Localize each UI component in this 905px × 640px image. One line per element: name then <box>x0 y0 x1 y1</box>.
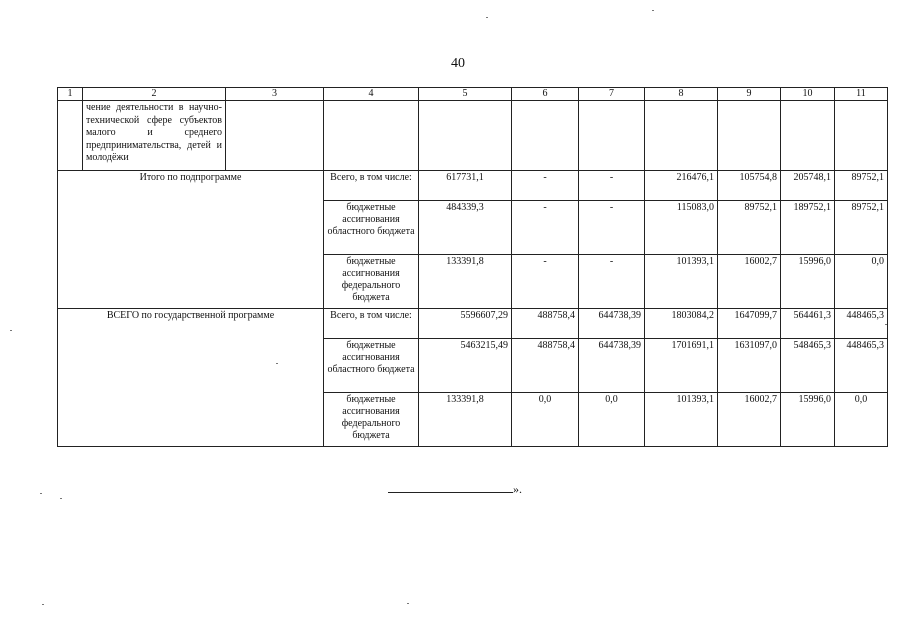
cell-value: 1647099,7 <box>718 309 781 339</box>
cell-value: 548465,3 <box>781 339 835 393</box>
header-cell: 1 <box>58 88 83 101</box>
scan-speck <box>276 363 278 364</box>
cell-value: 15996,0 <box>781 393 835 447</box>
cell-value: 448465,3 <box>835 339 888 393</box>
cell-value: 15996,0 <box>781 255 835 309</box>
signature-underline <box>388 482 513 493</box>
header-cell: 3 <box>226 88 324 101</box>
cell-value: 0,0 <box>579 393 645 447</box>
cell-value: - <box>579 255 645 309</box>
cell-value: 0,0 <box>835 255 888 309</box>
row-label: Всего, в том числе: <box>324 309 419 339</box>
header-cell: 10 <box>781 88 835 101</box>
header-row <box>58 88 888 101</box>
header-cell: 5 <box>419 88 512 101</box>
cell-value: 115083,0 <box>645 201 718 255</box>
cell-value: 448465,3 <box>835 309 888 339</box>
header-cell: 9 <box>718 88 781 101</box>
scan-speck <box>652 10 654 11</box>
row-label: бюджетные ассигнования областного бюджета <box>324 339 419 393</box>
cell-value: 16002,7 <box>718 393 781 447</box>
cell-value: 617731,1 <box>419 171 512 201</box>
cell-value: 1631097,0 <box>718 339 781 393</box>
header-cell: 8 <box>645 88 718 101</box>
cell-value: 484339,3 <box>419 201 512 255</box>
row-label: бюджетные ассигнования федерального бюджета <box>324 255 419 309</box>
scan-speck <box>10 330 12 331</box>
cell-value: - <box>579 171 645 201</box>
cell-value: 105754,8 <box>718 171 781 201</box>
scan-speck <box>40 493 42 494</box>
cell-value: 133391,8 <box>419 393 512 447</box>
scan-speck <box>885 324 887 325</box>
scan-speck <box>60 498 62 499</box>
cell-value: 644738,39 <box>579 339 645 393</box>
scan-speck <box>486 17 488 18</box>
cell-value: 89752,1 <box>718 201 781 255</box>
cell-value: 488758,4 <box>512 339 579 393</box>
page-number: 40 <box>451 56 465 71</box>
cell-value: 488758,4 <box>512 309 579 339</box>
cell-value: - <box>579 201 645 255</box>
header-cell: 6 <box>512 88 579 101</box>
description-cell: чение деятельности в научно-технической сфере субъектов малого и среднего предпринимательства, детей и молодёжи <box>83 101 226 171</box>
cell-value: - <box>512 255 579 309</box>
row-label: бюджетные ассигнования федерального бюджета <box>324 393 419 447</box>
cell-value: - <box>512 201 579 255</box>
cell-value: 5463215,49 <box>419 339 512 393</box>
total-title: ВСЕГО по государственной программе <box>58 309 324 447</box>
cell-value: 0,0 <box>835 393 888 447</box>
closing-quote: ». <box>513 482 522 496</box>
row-label: бюджетные ассигнования областного бюджета <box>324 201 419 255</box>
cell-value: 89752,1 <box>835 171 888 201</box>
scan-speck <box>42 604 44 605</box>
cell-value: 1701691,1 <box>645 339 718 393</box>
cell-value: 16002,7 <box>718 255 781 309</box>
cell-value: 101393,1 <box>645 393 718 447</box>
table-row <box>58 309 888 339</box>
subprogram-title: Итого по подпрограмме <box>58 171 324 309</box>
cell-value: 564461,3 <box>781 309 835 339</box>
row-label: Всего, в том числе: <box>324 171 419 201</box>
cell-value: 133391,8 <box>419 255 512 309</box>
cell-value: 216476,1 <box>645 171 718 201</box>
budget-table <box>57 87 888 447</box>
scan-speck <box>407 603 409 604</box>
cell-value: 644738,39 <box>579 309 645 339</box>
description-row <box>58 101 888 171</box>
header-cell: 7 <box>579 88 645 101</box>
header-cell: 2 <box>83 88 226 101</box>
cell-value: 0,0 <box>512 393 579 447</box>
header-cell: 4 <box>324 88 419 101</box>
cell-value: - <box>512 171 579 201</box>
cell-value: 1803084,2 <box>645 309 718 339</box>
cell-value: 5596607,29 <box>419 309 512 339</box>
closing-line <box>388 482 522 497</box>
header-cell: 11 <box>835 88 888 101</box>
cell-value: 89752,1 <box>835 201 888 255</box>
cell-value: 205748,1 <box>781 171 835 201</box>
table-row <box>58 171 888 201</box>
cell-value: 189752,1 <box>781 201 835 255</box>
cell-value: 101393,1 <box>645 255 718 309</box>
